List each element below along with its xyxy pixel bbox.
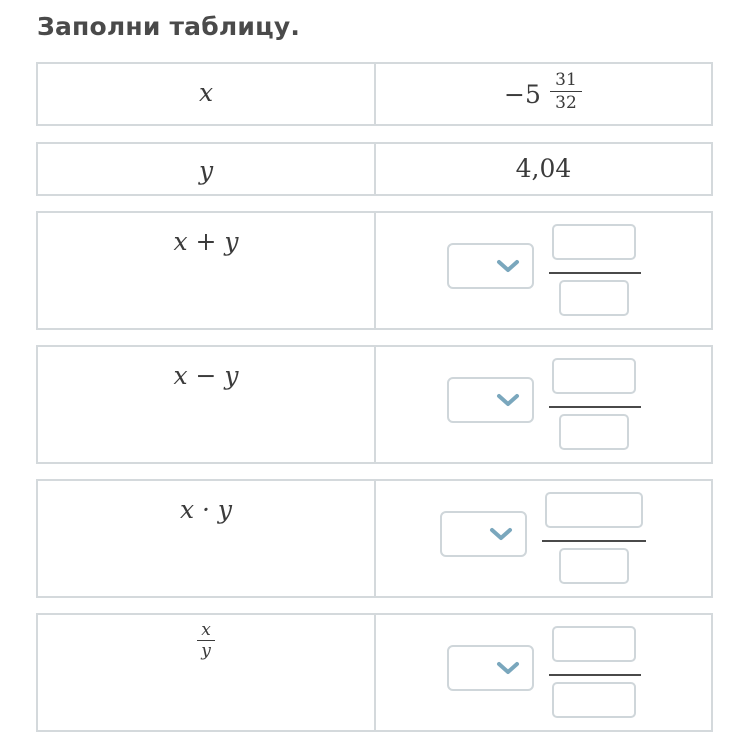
label-quotient-numerator: x (201, 620, 211, 640)
chevron-down-icon (496, 658, 520, 678)
sign-select[interactable] (447, 243, 534, 289)
label-quotient (38, 621, 374, 661)
cell-answer (376, 615, 711, 730)
fraction-bar (549, 674, 641, 676)
denominator-input[interactable] (559, 548, 629, 584)
cell-answer (376, 481, 711, 596)
numerator-input[interactable] (545, 492, 643, 528)
cell-label (38, 64, 374, 124)
sign-select[interactable] (447, 377, 534, 423)
label-quotient-denominator: y (201, 641, 211, 661)
value-y: 4,04 (515, 154, 572, 183)
chevron-down-icon (496, 256, 520, 276)
cell-label (38, 213, 374, 328)
denominator-input[interactable] (552, 682, 636, 718)
table-row-x (36, 62, 713, 126)
label-difference: x − y (173, 361, 239, 390)
numerator-input[interactable] (552, 358, 636, 394)
label-y: y (198, 156, 214, 185)
cell-label (38, 347, 374, 462)
cell-value (376, 144, 711, 194)
value-numerator: 31 (555, 70, 577, 90)
value-denominator: 32 (555, 93, 577, 113)
table-row-difference (36, 345, 713, 464)
fraction-bar (549, 272, 641, 274)
table-row-quotient (36, 613, 713, 732)
cell-answer (376, 213, 711, 328)
fraction-bar (549, 406, 641, 408)
table-row-sum (36, 211, 713, 330)
page-title: Заполни таблицу. (37, 12, 301, 41)
denominator-input[interactable] (559, 280, 629, 316)
denominator-input[interactable] (559, 414, 629, 450)
chevron-down-icon (496, 390, 520, 410)
value-fraction (550, 70, 582, 113)
cell-label (38, 615, 374, 730)
table-row-product (36, 479, 713, 598)
label-sum: x + y (173, 227, 239, 256)
value-sign: − (504, 80, 525, 109)
value-whole: 5 (524, 80, 541, 109)
fraction-bar (542, 540, 646, 542)
cell-value (376, 64, 711, 124)
label-x: x (198, 78, 214, 107)
numerator-input[interactable] (552, 224, 636, 260)
sign-select[interactable] (447, 645, 534, 691)
label-product: x · y (179, 495, 233, 524)
value-mixed-number (376, 64, 711, 124)
cell-answer (376, 347, 711, 462)
sign-select[interactable] (440, 511, 527, 557)
numerator-input[interactable] (552, 626, 636, 662)
table-row-y (36, 142, 713, 196)
chevron-down-icon (489, 524, 513, 544)
cell-label (38, 144, 374, 194)
cell-label (38, 481, 374, 596)
